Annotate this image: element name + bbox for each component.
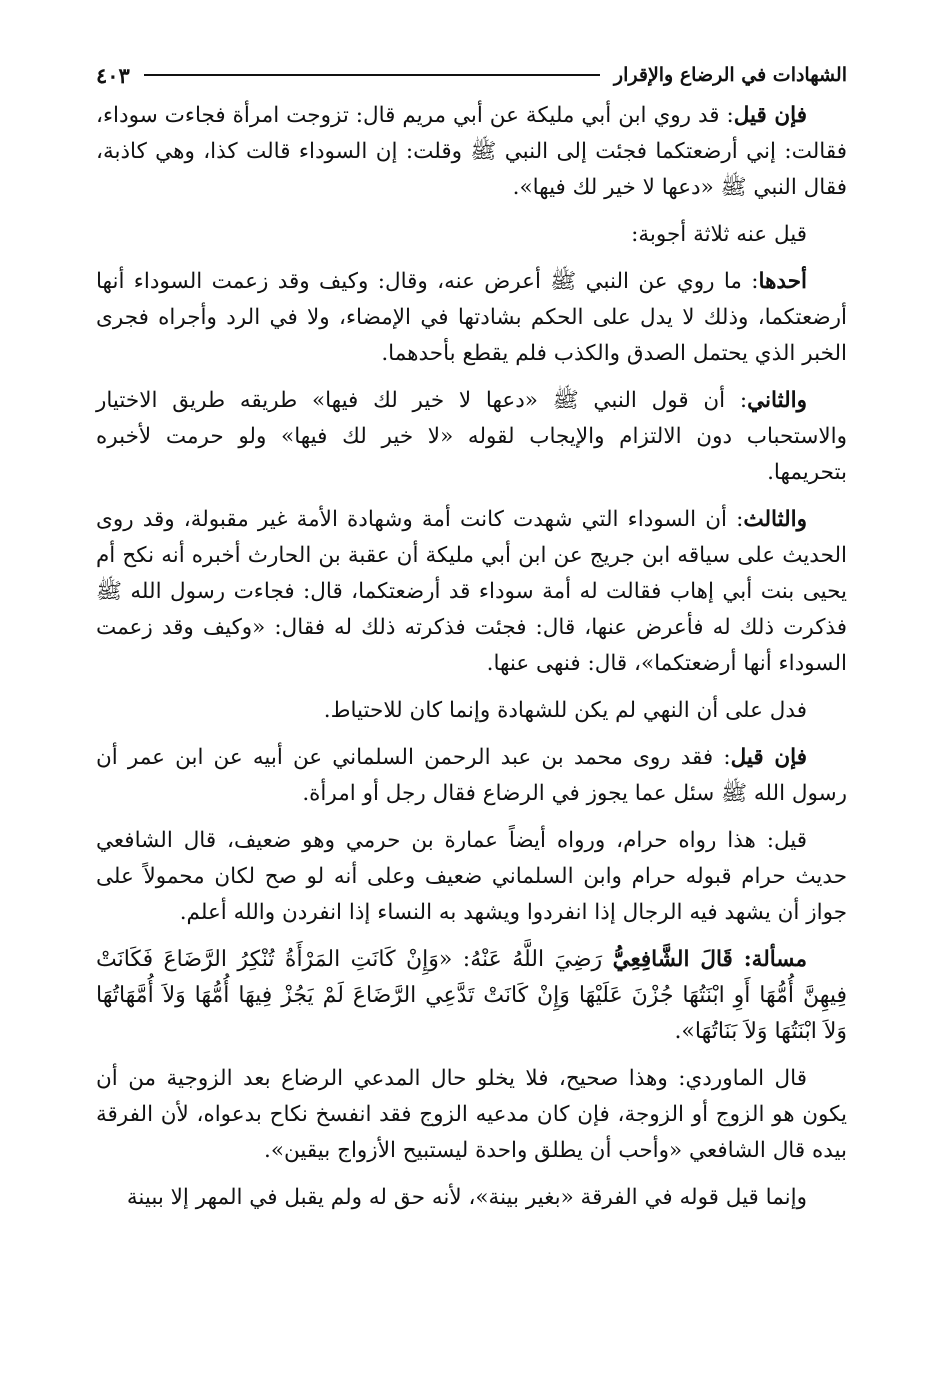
paragraph-7: [96, 740, 847, 812]
paragraph-text: قال الماوردي: وهذا صحيح، فلا يخلو حال المدعي الرضاع بعد الزوجية من أن يكون هو الزوج أو الزوجة، فإن كان مدعيه الزوج فقد انفسخ نكاح بدعواه، لأن الفرقة بيده قال الشافعي «وأحب أن يطلق واحدة ليستبيح الأزواج بيقين».: [96, 1066, 847, 1163]
paragraph-9: [96, 942, 847, 1050]
paragraph-lead: والثاني: [747, 388, 807, 413]
paragraph-text: رَضِيَ اللَّهُ عَنْهُ: «وَإِنْ كَانَتِ المَرْأَةُ تُنْكِرُ الرَّضَاعَ فَكَانَتْ فِيهِنَّ أُمُّهَا أَوِ ابْنَتُهَا جُزْنَ عَلَيْهَا وَإِنْ كَانَتْ تَدَّعِي الرَّضَاعَ لَمْ يَجُزْ فِيهَا أُمُّهَا وَلاَ أُمَّهَاتُهَا وَلاَ ابْنَتُهَا وَلاَ بَنَاتُهَا».: [96, 947, 847, 1044]
paragraph-text: فدل على أن النهي لم يكن للشهادة وإنما كان للاحتياط.: [323, 698, 807, 723]
paragraph-2: [96, 217, 847, 253]
paragraph-6: [96, 693, 847, 729]
paragraph-3: [96, 264, 847, 372]
paragraph-text: : أن قول النبي ﷺ «دعها لا خير لك فيها» طريقه طريق الاختيار والاستحباب دون الالتزام والإيجاب لقوله «لا خير لك فيها» ولو حرمت لأخبره بتحريمها.: [96, 388, 847, 485]
page-header: [96, 60, 847, 90]
paragraph-text: وإنما قيل قوله في الفرقة «بغير بينة»، لأنه حق له ولم يقبل في المهر إلا ببينة: [126, 1185, 807, 1210]
paragraph-lead: مسألة: قَالَ الشَّافِعِيُّ: [612, 947, 807, 972]
paragraph-text: قيل: هذا رواه حرام، ورواه أيضاً عمارة بن حرمي وهو ضعيف، قال الشافعي حديث حرام قبوله حرام وابن السلماني ضعيف وعلى أنه لو صح لكان محمولاً على جواز أن يشهد فيه الرجال إذا انفردوا ويشهد به النساء إذا انفردن والله أعلم.: [96, 828, 847, 925]
paragraph-text: : قد روي ابن أبي مليكة عن أبي مريم قال: تزوجت امرأة فجاءت سوداء، فقالت: إني أرضعتكما فجئت إلى النبي ﷺ وقلت: إن السوداء قالت كذا، وهي كاذبة، فقال النبي ﷺ «دعها لا خير لك فيها».: [96, 103, 847, 200]
paragraph-lead: أحدها: [758, 269, 807, 294]
page-number: ٤٠٣: [96, 62, 130, 88]
paragraph-10: [96, 1061, 847, 1169]
paragraph-11: [96, 1180, 847, 1216]
paragraph-lead: فإن قيل: [730, 745, 807, 770]
paragraph-text: : ما روي عن النبي ﷺ أعرض عنه، وقال: وكيف وقد زعمت السوداء أنها أرضعتكما، وذلك لا يدل على الحكم بشادتها في الإمضاء، ولا في الرد وأجراه فجرى الخبر الذي يحتمل الصدق والكذب فلم يقطع بأحدهما.: [96, 269, 847, 366]
paragraph-text: : فقد روى محمد بن عبد الرحمن السلماني عن أبيه عن ابن عمر أن رسول الله ﷺ سئل عما يجوز في الرضاع فقال رجل أو امرأة.: [96, 745, 847, 806]
paragraph-4: [96, 383, 847, 491]
paragraph-lead: والثالث: [743, 507, 807, 532]
running-title: الشهادات في الرضاع والإقرار: [613, 64, 847, 86]
paragraph-5: [96, 502, 847, 682]
paragraph-text: : أن السوداء التي شهدت كانت أمة وشهادة الأمة غير مقبولة، وقد روى الحديث على سياقه ابن جريج عن ابن أبي مليكة أن عقبة بن الحارث أخبره أنه نكح أم يحيى بنت أبي إهاب فقالت له أمة سوداء قد أرضعتكما، قال: فجاءت رسول الله ﷺ فذكرت ذلك له فأعرض عنها، قال: فجئت فذكرته ذلك له فقال: «وكيف وقد زعمت السوداء أنها أرضعتكما»، قال: فنهى عنها.: [96, 507, 847, 676]
body-text: [96, 98, 847, 1227]
paragraph-lead: فإن قيل: [733, 103, 808, 128]
paragraph-1: [96, 98, 847, 206]
paragraph-text: قيل عنه ثلاثة أجوبة:: [631, 222, 807, 247]
header-rule: [144, 74, 600, 76]
paragraph-8: [96, 823, 847, 931]
